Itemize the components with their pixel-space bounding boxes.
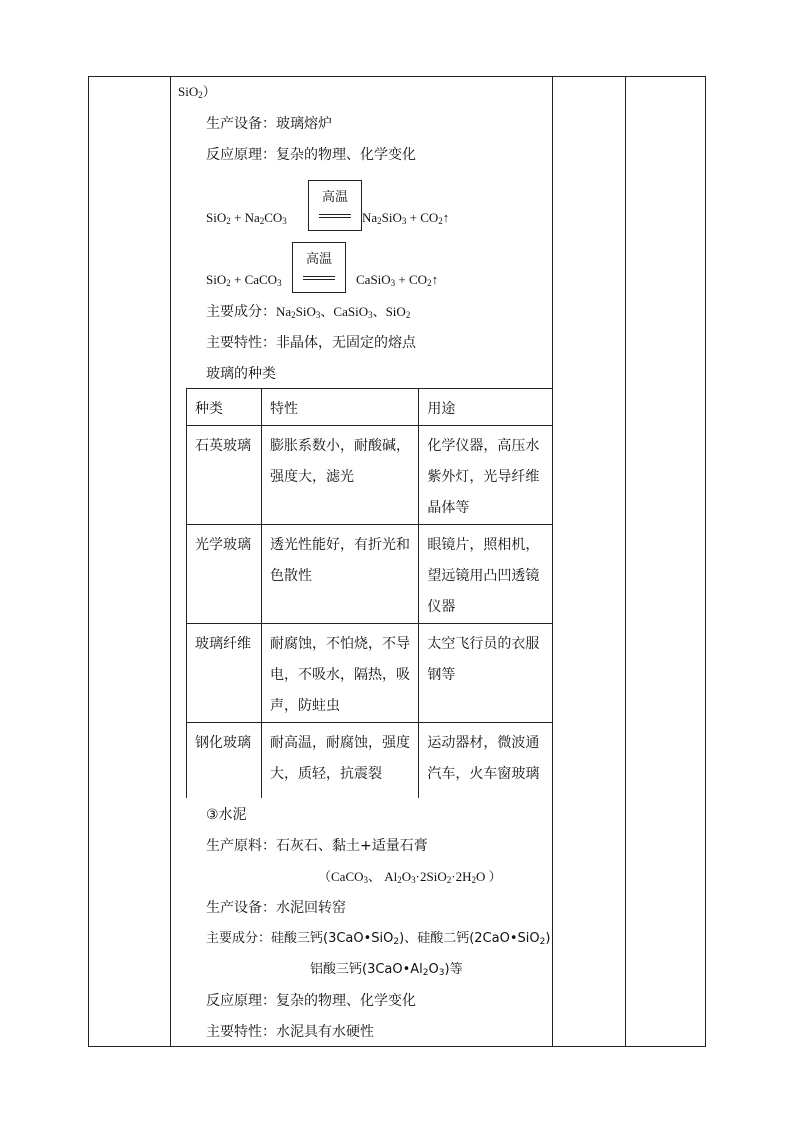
table-row — [187, 723, 553, 799]
table-header-cell: 特性 — [262, 389, 419, 426]
cement-raw-materials: 生产原料：石灰石、黏土+适量石膏 — [206, 838, 428, 854]
table-cell-property: 膨胀系数小，耐酸碱， 强度大，滤光 — [262, 426, 419, 525]
glass-equipment: 生产设备：玻璃熔炉 — [206, 116, 332, 132]
table-cell-name: 钢化玻璃 — [187, 723, 262, 799]
reaction2-condition-box — [292, 242, 346, 293]
header-fragment: SiO$_2$） — [178, 84, 216, 100]
glass-principle: 反应原理：复杂的物理、化学变化 — [206, 147, 416, 163]
equals-line — [319, 214, 351, 215]
table-cell-name: 玻璃纤维 — [187, 624, 262, 723]
glass-property: 主要特性：非晶体，无固定的熔点 — [206, 335, 416, 351]
table-cell-use: 太空飞行员的衣服 钢等 — [419, 624, 553, 723]
column-divider-3 — [625, 76, 626, 1047]
table-row — [187, 525, 553, 624]
table-cell-name: 光学玻璃 — [187, 525, 262, 624]
equals-line — [303, 276, 335, 277]
cement-components-cont: 铝酸三钙$(3CaO•Al_2O_3)$等 — [310, 962, 463, 978]
table-cell-use: 运动器材，微波通 汽车，火车窗玻璃 — [419, 723, 553, 799]
reaction2-rhs: CaSiO$_3$ + $CO_2↑$ — [356, 272, 439, 288]
cement-property: 主要特性：水泥具有水硬性 — [206, 1024, 374, 1040]
glass-types-table — [186, 388, 553, 798]
cement-principle: 反应原理：复杂的物理、化学变化 — [206, 993, 416, 1009]
reaction1-lhs: $SiO_2 + Na_2CO_3$ — [206, 210, 287, 226]
reaction1-rhs: $Na_2SiO_3$ + $CO_2↑$ — [362, 210, 450, 226]
reaction2-condition: 高温 — [305, 252, 332, 267]
table-cell-property: 透光性能好，有折光和 色散性 — [262, 525, 419, 624]
table-cell-property: 耐高温，耐腐蚀，强度 大，质轻，抗震裂 — [262, 723, 419, 799]
reaction1-condition: 高温 — [321, 190, 348, 205]
cement-title: ③水泥 — [206, 807, 247, 823]
table-cell-name: 石英玻璃 — [187, 426, 262, 525]
cement-equipment: 生产设备：水泥回转窑 — [206, 900, 346, 916]
table-cell-use: 眼镜片，照相机， 望远镜用凸凹透镜 仪器 — [419, 525, 553, 624]
table-row — [187, 624, 553, 723]
glass-types-title: 玻璃的种类 — [206, 366, 276, 382]
equals-line — [303, 279, 335, 280]
column-divider-1 — [170, 76, 171, 1047]
glass-components: 主要成分：$Na_2SiO_3$、CaSiO$_3$、SiO$_2$ — [206, 304, 411, 320]
table-cell-property: 耐腐蚀，不怕烧，不导 电，不吸水，隔热，吸 声，防蛀虫 — [262, 624, 419, 723]
table-row — [187, 426, 553, 525]
cement-raw-formula: （CaCO$_3$、 $Al_2O_3\cdot 2SiO_2\cdot 2H_2O$ ） — [318, 869, 502, 885]
table-header-row — [187, 389, 553, 426]
glass-types-table-clip — [186, 388, 553, 798]
reaction2-lhs: SiO$_2$ + CaCO$_3$ — [206, 272, 282, 288]
reaction1-condition-box — [308, 180, 362, 231]
equals-line — [319, 217, 351, 218]
table-cell-use: 化学仪器，高压水 紫外灯，光导纤维 晶体等 — [419, 426, 553, 525]
cement-components: 主要成分：硅酸三钙(3CaO•SiO$_2$)、硅酸二钙(2CaO•SiO$_2$) — [206, 931, 551, 947]
table-header-cell: 种类 — [187, 389, 262, 426]
table-header-cell: 用途 — [419, 389, 553, 426]
